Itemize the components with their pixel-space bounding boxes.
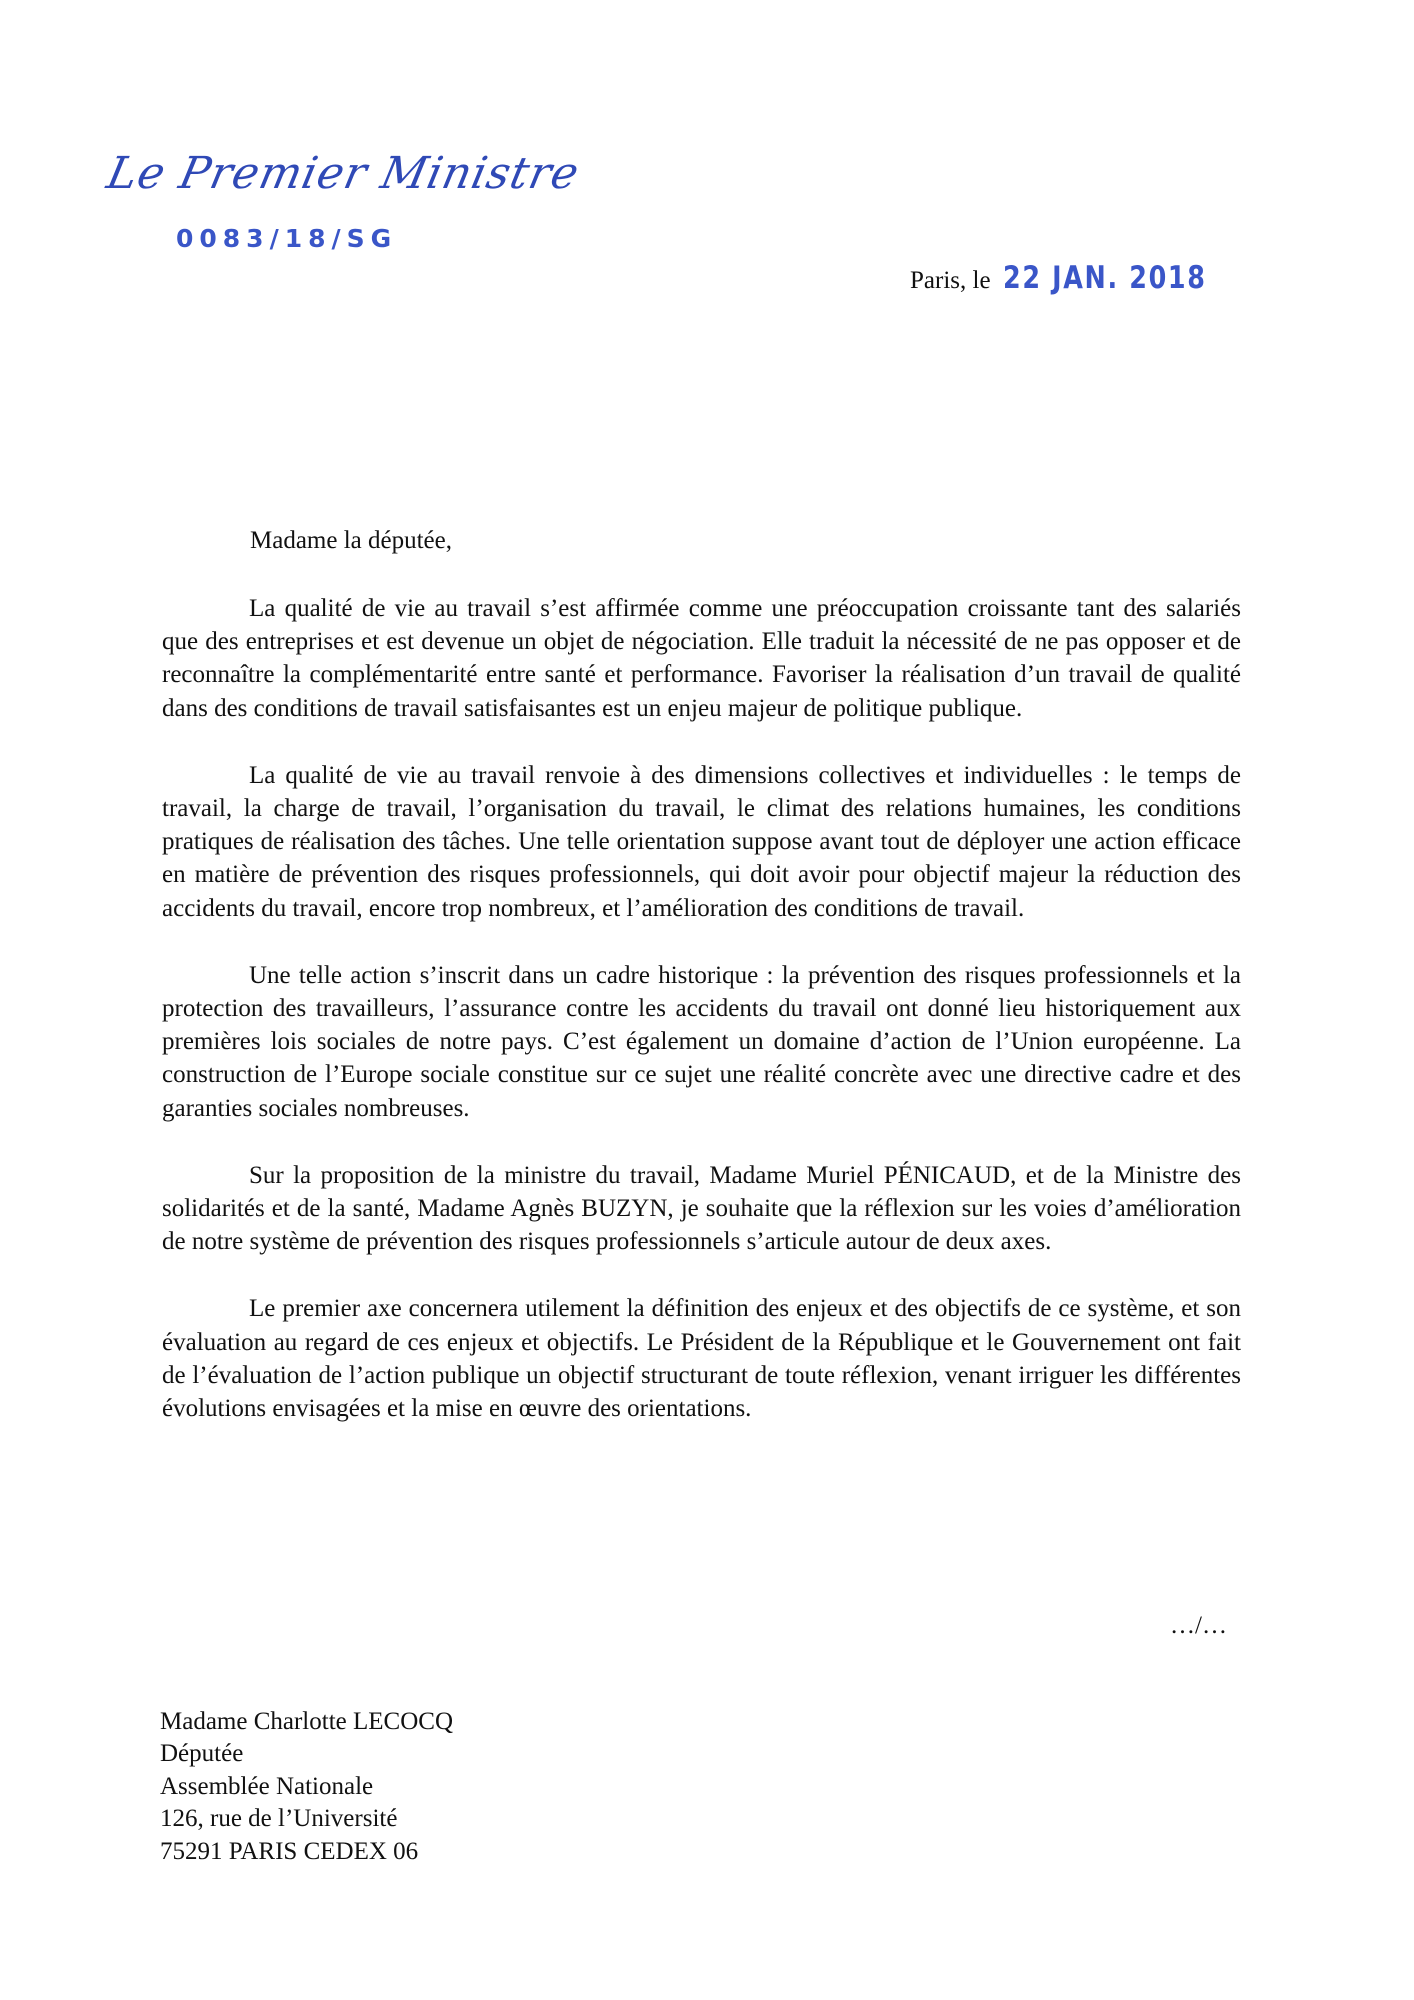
body-paragraph: La qualité de vie au travail renvoie à des dimensions collectives et individuelles : le temps de travail, la charge de travail, l’organisation du travail, le climat des relations humaines, les conditions pratiques de réalisation des tâches. Une telle orientation suppose avant tout de déployer une action efficace en matière de prévention des risques professionnels, qui doit avoir pour objectif majeur la réduction des accidents du travail, encore trop nombreux, et l’amélioration des conditions de travail. bbox=[162, 761, 1241, 922]
salutation: Madame la députée, bbox=[250, 527, 452, 554]
recipient-role: Députée bbox=[160, 1740, 244, 1768]
body-paragraph: Sur la proposition de la ministre du travail, Madame Muriel PÉNICAUD, et de la Ministre des solidarités et de la santé, Madame Agnès BUZYN, je souhaite que la réflexion sur les voies d’amélioration de notre système de prévention des risques professionnels s’articule autour de deux axes. bbox=[162, 1161, 1241, 1256]
recipient-address bbox=[160, 1706, 453, 1868]
recipient-city: 75291 PARIS CEDEX 06 bbox=[160, 1837, 419, 1865]
reference-number: 0083/18/SG bbox=[176, 224, 398, 253]
recipient-name: Madame Charlotte LECOCQ bbox=[160, 1708, 453, 1735]
body-paragraph: La qualité de vie au travail s’est affirmée comme une préoccupation croissante tant des salariés que des entreprises et est devenue un objet de négociation. Elle traduit la nécessité de ne pas opposer et de reconnaître la complémentarité entre santé et performance. Favoriser la réalisation d’un travail de qualité dans des conditions de travail satisfaisantes est un enjeu majeur de politique publique. bbox=[162, 595, 1241, 722]
body-paragraph: Le premier axe concernera utilement la définition des enjeux et des objectifs de ce système, et son évaluation au regard de ces enjeux et objectifs. Le Président de la République et le Gouvernement ont fait de l’évaluation de l’action publique un objectif structurant de toute réflexion, venant irriguer les différentes évolutions envisagées et la mise en œuvre des orientations. bbox=[162, 1295, 1241, 1423]
date-stamp: 22 JAN. 2018 bbox=[1002, 260, 1207, 296]
body-paragraph: Une telle action s’inscrit dans un cadre historique : la prévention des risques professionnels et la protection des travailleurs, l’assurance contre les accidents du travail ont donné lieu historiquement aux premières lois sociales de notre pays. C’est également un domaine d’action de l’Union européenne. La construction de l’Europe sociale constitue sur ce sujet une réalité concrète avec une directive cadre et des garanties sociales nombreuses. bbox=[162, 961, 1241, 1122]
date-label: Paris, le bbox=[910, 267, 991, 294]
date-line bbox=[910, 260, 1251, 296]
recipient-street: 126, rue de l’Université bbox=[160, 1805, 398, 1833]
continuation-mark: …/… bbox=[1170, 1612, 1227, 1639]
letter-body bbox=[162, 592, 1241, 1459]
recipient-institution: Assemblée Nationale bbox=[160, 1772, 374, 1800]
letterhead-title: Le Premier Ministre bbox=[102, 148, 585, 199]
